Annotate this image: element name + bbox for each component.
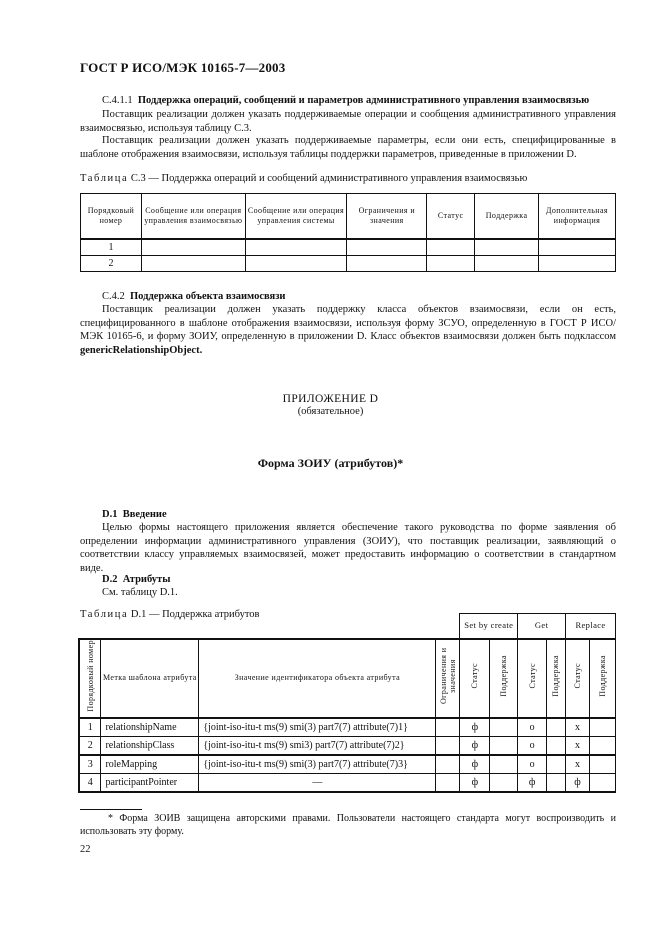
cell-constraints: [436, 773, 460, 792]
column-header-sbc-status: Статус: [460, 639, 490, 718]
cell-number: 1: [79, 718, 101, 737]
cell-get-support: [547, 755, 566, 774]
cell-constraints: [436, 736, 460, 755]
cell-value: {joint-iso-itu-t ms(9) smi3) part7(7) attribute(7)2}: [199, 736, 436, 755]
cell-get-support: [547, 736, 566, 755]
table-cell: [347, 239, 427, 256]
cell-constraints: [436, 755, 460, 774]
column-header-rep-support: Поддержка: [590, 639, 616, 718]
section-number: D.1: [102, 509, 118, 520]
column-header: Поддержка: [475, 194, 539, 240]
cell-rep-status: х: [566, 718, 590, 737]
section-c42: [80, 290, 616, 304]
column-header: Порядковый номер: [81, 194, 142, 240]
bold-term: genericRelationshipObject.: [80, 344, 203, 356]
table-cell: [427, 239, 475, 256]
section-number: D.2: [102, 574, 118, 585]
cell-rep-support: [590, 736, 616, 755]
caption-label: Таблица: [80, 609, 129, 620]
footnote: * Форма ЗОИВ защищена авторскими правами. Пользователи настоящего стандарта могут воспроизводить и использовать эту форму.: [80, 813, 616, 837]
caption-text: С.3 — Поддержка операций и сообщений административного управления взаимосвязью: [130, 173, 528, 184]
footnote-divider: [80, 809, 142, 810]
section-heading: Поддержка операций, сообщений и параметров административного управления взаимосвязью: [137, 95, 590, 106]
cell-value: {joint-iso-itu-t ms(9) smi(3) part7(7) attribute(7)3}: [199, 755, 436, 774]
paragraph: Целью формы настоящего приложения является обеспечение такого руководства по форме заявления об определении информации административного управления (ЗОИУ), что поставщик реализации, заявляющий о соответствии классу управляемых взаимосвязей, может предоставить информацию о соответствии в стандартном виде.: [80, 522, 616, 574]
table-header-row: [81, 194, 616, 240]
cell-number: 3: [79, 755, 101, 774]
document-header: ГОСТ Р ИСО/МЭК 10165-7—2003: [80, 60, 286, 75]
table-cell: [475, 256, 539, 272]
cell-number: 2: [79, 736, 101, 755]
paragraph: Поставщик реализации должен указать поддерживаемые операции и сообщения административного управления взаимосвязью, используя таблицу С.3.: [80, 109, 616, 134]
table-cell: [427, 256, 475, 272]
table-row: [79, 736, 616, 755]
table-row: [79, 755, 616, 774]
cell-label: roleMapping: [101, 755, 199, 774]
cell-rep-support: [590, 773, 616, 792]
section-number: C.4.2: [102, 291, 125, 302]
column-header: Дополнительная информация: [539, 194, 616, 240]
table-cell: [539, 239, 616, 256]
cell-sbc-support: [490, 773, 518, 792]
section-heading: Атрибуты: [122, 574, 171, 585]
cell-get-status: ф: [518, 773, 547, 792]
cell-sbc-status: ф: [460, 755, 490, 774]
table-caption: [80, 172, 527, 186]
section-heading: Введение: [122, 509, 167, 520]
column-header: Ограничения и значения: [347, 194, 427, 240]
table-cell: [347, 256, 427, 272]
column-header: Сообщение или операция управления взаимосвязью: [141, 194, 245, 240]
table-cell: [539, 256, 616, 272]
cell-rep-status: ф: [566, 773, 590, 792]
cell-get-status: о: [518, 755, 547, 774]
cell-rep-status: х: [566, 736, 590, 755]
group-header-set-by-create: Set by create: [460, 614, 518, 640]
table-cell: 1: [81, 239, 142, 256]
section-c411: [80, 94, 616, 108]
cell-sbc-support: [490, 736, 518, 755]
column-header: Сообщение или операция управления системы: [245, 194, 347, 240]
paragraph: См. таблицу D.1.: [102, 587, 178, 598]
section-number: C.4.1.1: [102, 95, 133, 106]
caption-label: Таблица: [80, 173, 129, 184]
cell-sbc-status: ф: [460, 718, 490, 737]
cell-value: —: [199, 773, 436, 792]
column-header: Статус: [427, 194, 475, 240]
table-cell: [141, 256, 245, 272]
group-header-replace: Replace: [566, 614, 616, 640]
table-cell: [475, 239, 539, 256]
table-row: [81, 239, 616, 256]
table-d1: [78, 613, 616, 793]
cell-get-status: о: [518, 718, 547, 737]
section-d1: [80, 508, 616, 522]
section-d2: [80, 573, 616, 587]
column-header-value: Значение идентификатора объекта атрибута: [199, 639, 436, 718]
table-cell: [245, 239, 347, 256]
cell-rep-support: [590, 718, 616, 737]
cell-label: relationshipClass: [101, 736, 199, 755]
table-c3: [80, 193, 616, 272]
column-header-get-support: Поддержка: [547, 639, 566, 718]
cell-get-support: [547, 773, 566, 792]
column-header-label: Метка шаблона атрибута: [101, 639, 199, 718]
cell-get-support: [547, 718, 566, 737]
cell-get-status: о: [518, 736, 547, 755]
cell-number: 4: [79, 773, 101, 792]
group-header-row: [79, 614, 616, 640]
column-header-constraints: Ограничения и значения: [436, 639, 460, 718]
cell-label: relationshipName: [101, 718, 199, 737]
page-number: 22: [80, 844, 91, 855]
cell-rep-status: х: [566, 755, 590, 774]
paragraph: Поставщик реализации должен указать поддерживаемые параметры, если они есть, специфицированные в шаблоне отображения взаимосвязи, используя таблицы поддержки параметров, приведенные в приложении D.: [80, 135, 616, 160]
table-cell: [245, 256, 347, 272]
table-row: [79, 718, 616, 737]
appendix-subtitle: (обязательное): [297, 406, 364, 417]
cell-rep-support: [590, 755, 616, 774]
table-row: [79, 773, 616, 792]
table-row: [81, 256, 616, 272]
table-header-row: [79, 639, 616, 718]
column-header-rep-status: Статус: [566, 639, 590, 718]
form-title: Форма ЗОИУ (атрибутов)*: [257, 456, 404, 470]
appendix-title: ПРИЛОЖЕНИЕ D: [282, 393, 379, 405]
cell-label: participantPointer: [101, 773, 199, 792]
paragraph: [80, 303, 616, 358]
table-cell: [141, 239, 245, 256]
caption-text: D.1 — Поддержка атрибутов: [130, 609, 260, 620]
cell-constraints: [436, 718, 460, 737]
column-header-sbc-support: Поддержка: [490, 639, 518, 718]
column-header-get-status: Статус: [518, 639, 547, 718]
group-header-get: Get: [518, 614, 566, 640]
cell-value: {joint-iso-itu-t ms(9) smi(3) part7(7) attribute(7)1}: [199, 718, 436, 737]
cell-sbc-support: [490, 718, 518, 737]
table-cell: 2: [81, 256, 142, 272]
cell-sbc-support: [490, 755, 518, 774]
paragraph-text: Поставщик реализации должен указать поддержку класса объектов взаимосвязи, если он есть, специфицированного в шаблоне отображения взаимосвязи, используя форму ЗСУО, определенную в ГОСТ Р ИСО/МЭК 10165-6, и форму ЗОИУ, определенную в приложении D. Класс объектов взаимосвязи должен быть подклассом: [80, 304, 616, 343]
section-heading: Поддержка объекта взаимосвязи: [130, 291, 286, 302]
cell-sbc-status: ф: [460, 736, 490, 755]
cell-sbc-status: ф: [460, 773, 490, 792]
column-header-number: Порядковый номер: [79, 639, 101, 718]
